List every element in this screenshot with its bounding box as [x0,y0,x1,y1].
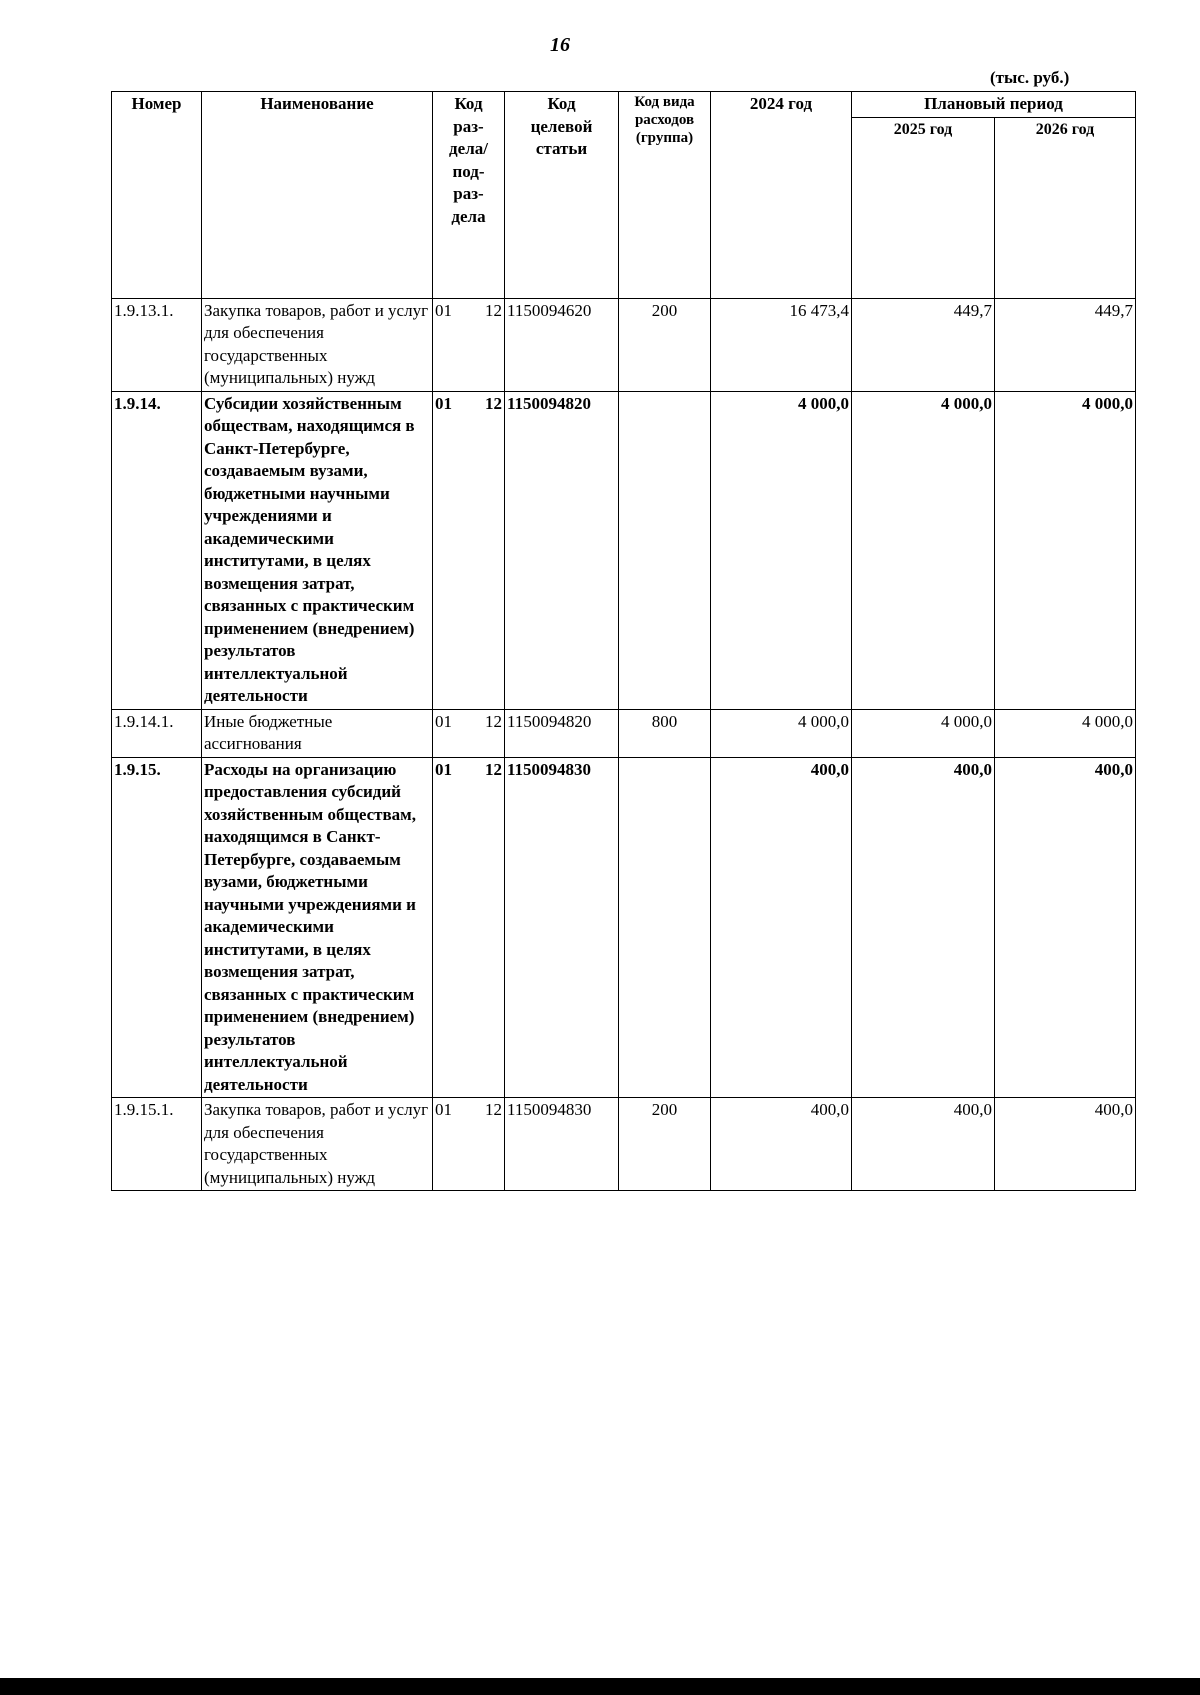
table-row [112,709,1136,757]
row-amount-2024: 4 000,0 [711,391,852,709]
row-section-code [433,757,505,1098]
row-number: 1.9.14. [112,391,202,709]
row-amount-2024: 400,0 [711,1098,852,1191]
row-number: 1.9.15. [112,757,202,1098]
header-year-2026: 2026 год [995,117,1136,298]
table-row [112,757,1136,1098]
row-expense-group [619,391,711,709]
header-target: Код целевой статьи [505,92,619,299]
row-number: 1.9.15.1. [112,1098,202,1191]
row-amount-2024: 400,0 [711,757,852,1098]
row-number: 1.9.13.1. [112,298,202,391]
row-section-code [433,1098,505,1191]
units-label: (тыс. руб.) [990,68,1070,87]
section-code: 01 [435,300,452,320]
scan-bottom-border [0,1678,1200,1695]
row-name: Субсидии хозяйственным обществам, находящимся в Санкт-Петербурге, создаваемым вузами, бюджетными научными учреждениями и академическими институтами, в целях возмещения затрат, связанных с практическим применением (внедрением) результатов интеллектуальной деятельности [202,391,433,709]
row-target-code: 1150094830 [505,757,619,1098]
row-amount-2025: 449,7 [852,298,995,391]
section-code: 01 [435,711,452,731]
budget-table [111,91,1136,1191]
row-amount-2024: 16 473,4 [711,298,852,391]
subsection-code: 12 [485,711,502,731]
row-expense-group [619,757,711,1098]
header-year-2024: 2024 год [711,92,852,299]
row-section-code [433,709,505,757]
row-amount-2025: 400,0 [852,1098,995,1191]
section-code: 01 [435,759,452,779]
header-planned-period: Плановый период [852,92,1136,118]
row-name: Закупка товаров, работ и услуг для обеспечения государственных (муниципальных) нужд [202,1098,433,1191]
row-amount-2025: 4 000,0 [852,709,995,757]
row-expense-group: 800 [619,709,711,757]
table-row [112,298,1136,391]
table-row [112,1098,1136,1191]
row-amount-2025: 4 000,0 [852,391,995,709]
header-number: Номер [112,92,202,299]
row-amount-2026: 400,0 [995,757,1136,1098]
row-name: Иные бюджетные ассигнования [202,709,433,757]
table-row [112,391,1136,709]
header-name: Наименование [202,92,433,299]
row-amount-2026: 400,0 [995,1098,1136,1191]
row-name: Расходы на организацию предоставления субсидий хозяйственным обществам, находящимся в Санкт-Петербурге, создаваемым вузами, бюджетными научными учреждениями и академическими институтами, в целях возмещения затрат, связанных с практическим применением (внедрением) результатов интеллектуальной деятельности [202,757,433,1098]
subsection-code: 12 [485,300,502,320]
subsection-code: 12 [485,759,502,779]
row-section-code [433,298,505,391]
row-name: Закупка товаров, работ и услуг для обеспечения государственных (муниципальных) нужд [202,298,433,391]
row-amount-2025: 400,0 [852,757,995,1098]
row-section-code [433,391,505,709]
section-code: 01 [435,1100,452,1119]
row-amount-2024: 4 000,0 [711,709,852,757]
subsection-code: 12 [485,1100,502,1119]
page-number: 16 [550,34,570,56]
row-target-code: 1150094620 [505,298,619,391]
header-year-2025: 2025 год [852,117,995,298]
row-number: 1.9.14.1. [112,709,202,757]
section-code: 01 [435,393,452,413]
row-amount-2026: 4 000,0 [995,709,1136,757]
row-target-code: 1150094830 [505,1098,619,1191]
subsection-code: 12 [485,393,502,413]
row-expense-group: 200 [619,298,711,391]
header-section: Код раз- дела/ под- раз- дела [433,92,505,299]
row-target-code: 1150094820 [505,709,619,757]
row-amount-2026: 449,7 [995,298,1136,391]
header-expense-type: Код вида расходов (группа) [619,92,711,299]
row-amount-2026: 4 000,0 [995,391,1136,709]
row-target-code: 1150094820 [505,391,619,709]
row-expense-group: 200 [619,1098,711,1191]
